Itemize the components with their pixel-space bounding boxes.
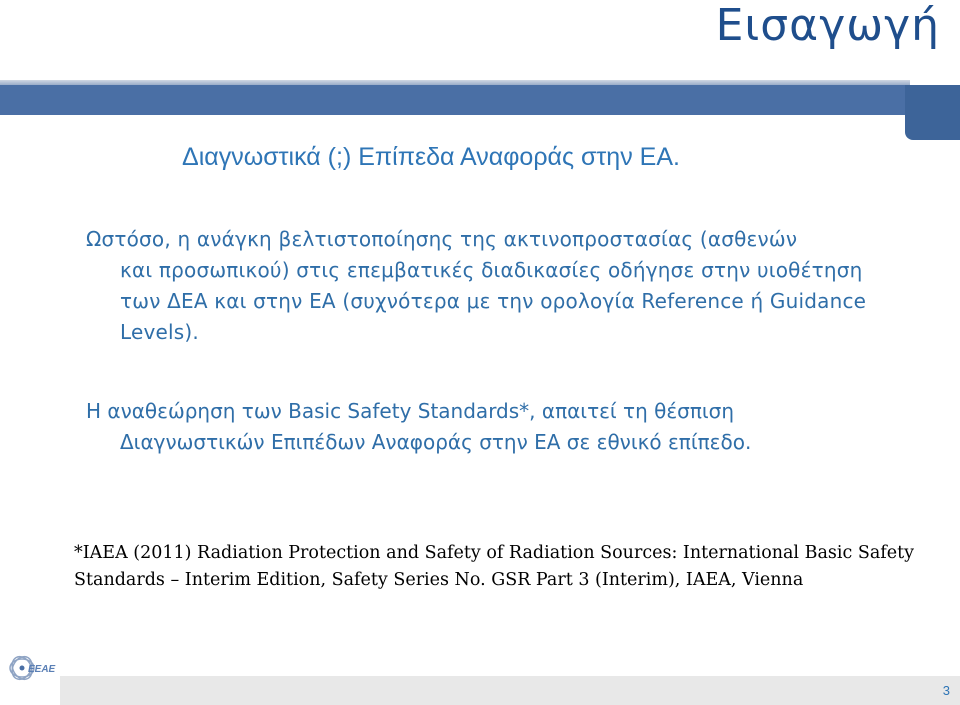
- paragraph-optimization-first-line: Ωστόσο, η ανάγκη βελτιστοποίησης της ακτινοπροστασίας (ασθενών: [86, 227, 798, 251]
- slide-subtitle: Διαγνωστικά (;) Επίπεδα Αναφοράς στην ΕΑ.: [182, 143, 680, 171]
- footnote-reference: *IAEA (2011) Radiation Protection and Safety of Radiation Sources: International Basic Safety Standards – Interim Edition, Safety Series No. GSR Part 3 (Interim), IAEA, Vienna: [74, 543, 914, 590]
- header-band: [0, 85, 960, 115]
- paragraph-bss-rest: Διαγνωστικών Επιπέδων Αναφοράς στην ΕΑ σε εθνικό επίπεδο.: [120, 430, 752, 454]
- logo-text: ΕΕΑΕ: [28, 664, 56, 675]
- paragraph-optimization: [86, 224, 886, 348]
- paragraph-optimization-rest: και προσωπικού) στις επεμβατικές διαδικασίες οδήγησε στην υιοθέτηση των ΔΕΑ και στην ΕΑ (συχνότερα με την ορολογία Reference ή Guidance Levels).: [120, 258, 867, 344]
- header-band-tab: [905, 85, 960, 140]
- paragraph-bss: [86, 396, 946, 458]
- slide-title: Εισαγωγή: [715, 0, 940, 51]
- page-number: 3: [942, 683, 950, 698]
- paragraph-bss-first-line: Η αναθεώρηση των Basic Safety Standards*, απαιτεί τη θέσπιση: [86, 399, 734, 423]
- eeae-logo-icon: [6, 650, 56, 686]
- footer-bar: [60, 676, 960, 705]
